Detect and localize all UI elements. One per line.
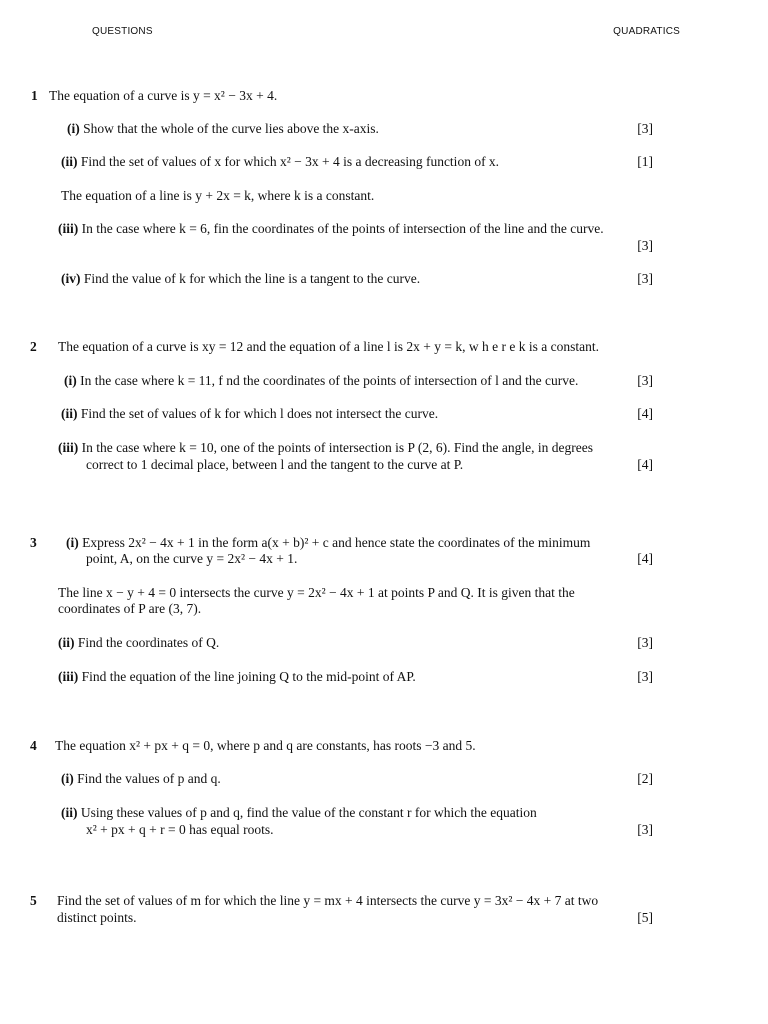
question-text-continued: distinct points. [57,910,137,925]
part-text: Find the values of p and q. [77,771,221,786]
part-text: In the case where k = 6, fin the coordinates of the points of intersection of the line and the curve. [81,221,604,236]
part-i [64,373,578,389]
part-text: Find the set of values of k for which l does not intersect the curve. [80,406,439,421]
question-mid: The equation of a line is y + 2x = k, where k is a constant. [61,188,375,203]
marks: [3] [637,121,653,136]
part-ii [61,406,438,422]
part-label: (ii) [61,406,78,421]
marks: [3] [637,373,653,388]
question-number: 3 [30,535,37,550]
part-text: Using these values of p and q, find the value of the constant r for which the equation [80,805,537,820]
part-label: (iii) [58,669,79,684]
part-text: Find the coordinates of Q. [77,635,220,650]
part-iii [58,221,604,237]
part-iii [58,440,593,456]
part-label: (i) [64,373,77,388]
header-right: QUADRATICS [613,26,680,37]
part-ii [58,635,219,651]
question-number: 1 [31,88,38,103]
marks: [3] [637,271,653,286]
part-ii [61,805,537,821]
question-mid: The line x − y + 4 = 0 intersects the curve y = 2x² − 4x + 1 at points P and Q. It is given that the [58,585,575,600]
marks: [4] [637,457,653,472]
part-label: (ii) [61,154,78,169]
question-number: 2 [30,339,37,354]
part-text: Find the set of values of x for which x² − 3x + 4 is a decreasing function of x. [80,154,500,169]
part-label: (iv) [61,271,81,286]
part-i [66,535,590,551]
part-label: (i) [66,535,79,550]
part-ii [61,154,499,170]
marks: [3] [637,822,653,837]
part-label: (i) [61,771,74,786]
marks: [4] [637,406,653,421]
part-text: Find the equation of the line joining Q to the mid-point of AP. [81,669,416,684]
question-number: 5 [30,893,37,908]
question-intro: The equation of a curve is xy = 12 and the equation of a line l is 2x + y = k, w h e r e k is a constant. [58,339,599,354]
part-text-continued: correct to 1 decimal place, between l and the tangent to the curve at P. [86,457,464,472]
marks: [1] [637,154,653,169]
header-left: QUESTIONS [92,26,153,37]
part-label: (i) [67,121,80,136]
part-i [61,771,221,787]
part-iv [61,271,420,287]
part-text-continued: x² + px + q + r = 0 has equal roots. [86,822,274,837]
part-label: (ii) [61,805,78,820]
question-intro: The equation x² + px + q = 0, where p and q are constants, has roots −3 and 5. [55,738,476,753]
part-text: Find the value of k for which the line is a tangent to the curve. [83,271,421,286]
marks: [3] [637,635,653,650]
marks: [5] [637,910,653,925]
marks: [4] [637,551,653,566]
part-text: In the case where k = 11, f nd the coordinates of the points of intersection of l and the curve. [80,373,579,388]
part-label: (ii) [58,635,75,650]
part-iii [58,669,416,685]
part-label: (iii) [58,221,79,236]
marks: [3] [637,669,653,684]
part-text-continued: point, A, on the curve y = 2x² − 4x + 1. [86,551,298,566]
question-mid-continued: coordinates of P are (3, 7). [58,601,202,616]
part-i [67,121,379,137]
question-intro: The equation of a curve is y = x² − 3x + 4. [49,88,278,103]
part-text: Show that the whole of the curve lies above the x-axis. [83,121,379,136]
question-number: 4 [30,738,37,753]
question-text: Find the set of values of m for which the line y = mx + 4 intersects the curve y = 3x² − 4x + 7 at two [57,893,599,908]
part-text: Express 2x² − 4x + 1 in the form a(x + b)² + c and hence state the coordinates of the minimum [82,535,591,550]
marks: [2] [637,771,653,786]
marks: [3] [637,238,653,253]
part-label: (iii) [58,440,79,455]
part-text: In the case where k = 10, one of the points of intersection is P (2, 6). Find the angle, in degrees [81,440,593,455]
